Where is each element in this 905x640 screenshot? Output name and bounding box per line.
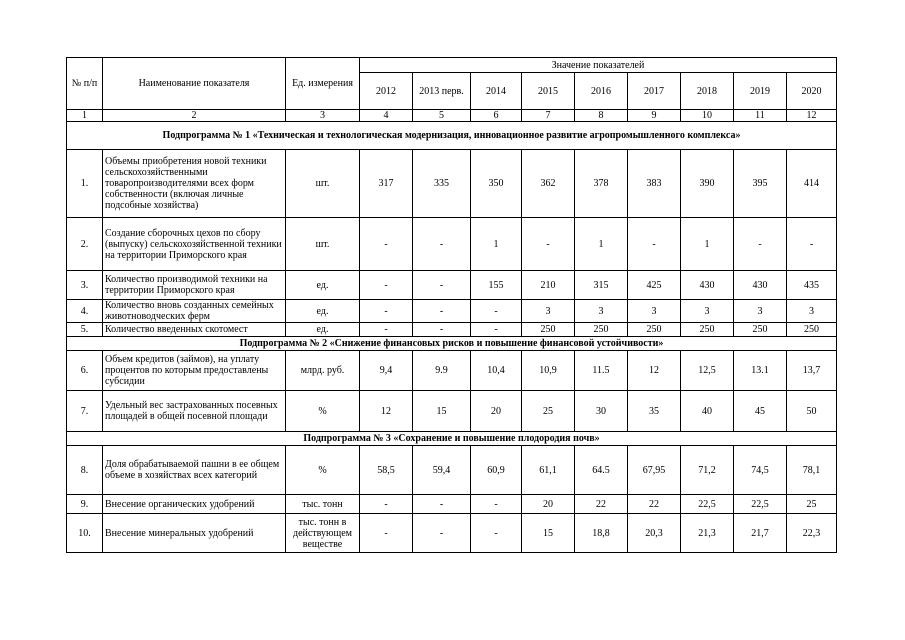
value-cell: 250 (628, 323, 681, 337)
year-header: 2014 (471, 73, 522, 110)
value-cell: 15 (522, 514, 575, 553)
row-num: 5. (67, 323, 103, 337)
row-num: 1. (67, 150, 103, 218)
value-cell: 59,4 (413, 446, 471, 495)
value-cell: 378 (575, 150, 628, 218)
value-cell: 425 (628, 271, 681, 300)
year-header: 2019 (734, 73, 787, 110)
indicator-name: Количество введенных скотомест (103, 323, 286, 337)
value-cell: 155 (471, 271, 522, 300)
header-row-top (67, 58, 837, 73)
value-cell: 12 (628, 351, 681, 391)
value-cell: 61,1 (522, 446, 575, 495)
value-cell: 3 (575, 300, 628, 323)
row-num: 4. (67, 300, 103, 323)
value-cell: 315 (575, 271, 628, 300)
value-cell: 20,3 (628, 514, 681, 553)
value-cell: 25 (522, 391, 575, 432)
value-cell: 317 (360, 150, 413, 218)
column-number: 9 (628, 110, 681, 122)
value-cell: 250 (787, 323, 837, 337)
value-cell: - (471, 514, 522, 553)
unit-cell: тыс. тонн в действующем веществе (286, 514, 360, 553)
indicator-name: Количество вновь созданных семейных животноводческих ферм (103, 300, 286, 323)
indicator-name: Удельный вес застрахованных посевных площадей в общей посевной площади (103, 391, 286, 432)
value-cell: 9.9 (413, 351, 471, 391)
column-number: 4 (360, 110, 413, 122)
row-num: 7. (67, 391, 103, 432)
unit-cell: % (286, 391, 360, 432)
value-cell: 20 (471, 391, 522, 432)
value-cell: 362 (522, 150, 575, 218)
header-num: № п/п (67, 58, 103, 110)
value-cell: 13.1 (734, 351, 787, 391)
year-header: 2017 (628, 73, 681, 110)
value-cell: 3 (628, 300, 681, 323)
indicator-name: Доля обрабатываемой пашни в ее общем объеме в хозяйствах всех категорий (103, 446, 286, 495)
unit-cell: тыс. тонн (286, 495, 360, 514)
value-cell: 12 (360, 391, 413, 432)
value-cell: 414 (787, 150, 837, 218)
column-number: 10 (681, 110, 734, 122)
value-cell: - (471, 300, 522, 323)
value-cell: - (522, 218, 575, 271)
value-cell: 64.5 (575, 446, 628, 495)
indicator-name: Создание сборочных цехов по сбору (выпуску) сельскохозяйственной техники на территории Приморского края (103, 218, 286, 271)
column-number: 6 (471, 110, 522, 122)
table-row (67, 446, 837, 495)
value-cell: - (360, 218, 413, 271)
unit-cell: ед. (286, 271, 360, 300)
value-cell: 67,95 (628, 446, 681, 495)
value-cell: 430 (734, 271, 787, 300)
row-num: 2. (67, 218, 103, 271)
row-num: 6. (67, 351, 103, 391)
section-row (67, 337, 837, 351)
indicator-name: Количество производимой техники на территории Приморского края (103, 271, 286, 300)
value-cell: 45 (734, 391, 787, 432)
value-cell: - (360, 514, 413, 553)
value-cell: - (360, 271, 413, 300)
column-number: 12 (787, 110, 837, 122)
value-cell: 3 (787, 300, 837, 323)
value-cell: - (413, 271, 471, 300)
value-cell: 58,5 (360, 446, 413, 495)
value-cell: 22 (575, 495, 628, 514)
value-cell: 20 (522, 495, 575, 514)
column-number: 1 (67, 110, 103, 122)
column-numbering-row (67, 110, 837, 122)
header-values: Значение показателей (360, 58, 837, 73)
unit-cell: ед. (286, 323, 360, 337)
column-number: 2 (103, 110, 286, 122)
value-cell: - (360, 495, 413, 514)
column-number: 11 (734, 110, 787, 122)
section-title: Подпрограмма № 1 «Техническая и технологическая модернизация, инновационное развитие агропромышленного комплекса» (67, 122, 837, 150)
value-cell: 40 (681, 391, 734, 432)
value-cell: 383 (628, 150, 681, 218)
indicator-name: Объем кредитов (займов), на уплату процентов по которым предоставлены субсидии (103, 351, 286, 391)
header-unit: Ед. измерения (286, 58, 360, 110)
table-row (67, 218, 837, 271)
value-cell: 3 (681, 300, 734, 323)
year-header: 2016 (575, 73, 628, 110)
value-cell: 395 (734, 150, 787, 218)
value-cell: 21,3 (681, 514, 734, 553)
value-cell: - (471, 495, 522, 514)
value-cell: 435 (787, 271, 837, 300)
table-row (67, 150, 837, 218)
value-cell: 9,4 (360, 351, 413, 391)
value-cell: 35 (628, 391, 681, 432)
value-cell: 350 (471, 150, 522, 218)
indicator-name: Внесение минеральных удобрений (103, 514, 286, 553)
value-cell: 25 (787, 495, 837, 514)
value-cell: 250 (734, 323, 787, 337)
value-cell: 3 (522, 300, 575, 323)
value-cell: 22,5 (681, 495, 734, 514)
table-row (67, 351, 837, 391)
indicator-name: Объемы приобретения новой техники сельскохозяйственными товаропроизводителями всех форм собственности (включая личные подсобные хозяйства) (103, 150, 286, 218)
value-cell: 210 (522, 271, 575, 300)
row-num: 9. (67, 495, 103, 514)
indicator-name: Внесение органических удобрений (103, 495, 286, 514)
section-title: Подпрограмма № 3 «Сохранение и повышение плодородия почв» (67, 432, 837, 446)
column-number: 3 (286, 110, 360, 122)
unit-cell: ед. (286, 300, 360, 323)
column-number: 5 (413, 110, 471, 122)
value-cell: 11.5 (575, 351, 628, 391)
value-cell: 18,8 (575, 514, 628, 553)
unit-cell: шт. (286, 218, 360, 271)
unit-cell: шт. (286, 150, 360, 218)
indicators-table (66, 57, 837, 553)
column-number: 8 (575, 110, 628, 122)
section-title: Подпрограмма № 2 «Снижение финансовых рисков и повышение финансовой устойчивости» (67, 337, 837, 351)
value-cell: - (413, 514, 471, 553)
value-cell: 74,5 (734, 446, 787, 495)
value-cell: 250 (522, 323, 575, 337)
section-row (67, 122, 837, 150)
value-cell: 15 (413, 391, 471, 432)
table-row (67, 271, 837, 300)
table-row (67, 514, 837, 553)
value-cell: - (360, 323, 413, 337)
value-cell: 1 (681, 218, 734, 271)
value-cell: - (471, 323, 522, 337)
value-cell: - (413, 323, 471, 337)
row-num: 10. (67, 514, 103, 553)
value-cell: 22 (628, 495, 681, 514)
value-cell: - (413, 495, 471, 514)
year-header: 2018 (681, 73, 734, 110)
value-cell: - (360, 300, 413, 323)
value-cell: 30 (575, 391, 628, 432)
value-cell: 250 (575, 323, 628, 337)
table-row (67, 391, 837, 432)
column-number: 7 (522, 110, 575, 122)
value-cell: 13,7 (787, 351, 837, 391)
unit-cell: % (286, 446, 360, 495)
value-cell: 71,2 (681, 446, 734, 495)
header-name: Наименование показателя (103, 58, 286, 110)
value-cell: 21,7 (734, 514, 787, 553)
value-cell: 390 (681, 150, 734, 218)
value-cell: - (734, 218, 787, 271)
value-cell: 12,5 (681, 351, 734, 391)
year-header: 2015 (522, 73, 575, 110)
value-cell: 78,1 (787, 446, 837, 495)
value-cell: 250 (681, 323, 734, 337)
value-cell: 1 (575, 218, 628, 271)
value-cell: 10,9 (522, 351, 575, 391)
value-cell: - (628, 218, 681, 271)
table-row (67, 495, 837, 514)
year-header: 2020 (787, 73, 837, 110)
value-cell: 430 (681, 271, 734, 300)
value-cell: 3 (734, 300, 787, 323)
value-cell: 10,4 (471, 351, 522, 391)
value-cell: 1 (471, 218, 522, 271)
table-row (67, 300, 837, 323)
value-cell: 22,3 (787, 514, 837, 553)
value-cell: 335 (413, 150, 471, 218)
unit-cell: млрд. руб. (286, 351, 360, 391)
section-row (67, 432, 837, 446)
value-cell: 60,9 (471, 446, 522, 495)
year-header: 2013 перв. (413, 73, 471, 110)
value-cell: - (413, 218, 471, 271)
value-cell: - (413, 300, 471, 323)
value-cell: 22,5 (734, 495, 787, 514)
value-cell: - (787, 218, 837, 271)
row-num: 8. (67, 446, 103, 495)
year-header: 2012 (360, 73, 413, 110)
table-row (67, 323, 837, 337)
value-cell: 50 (787, 391, 837, 432)
row-num: 3. (67, 271, 103, 300)
